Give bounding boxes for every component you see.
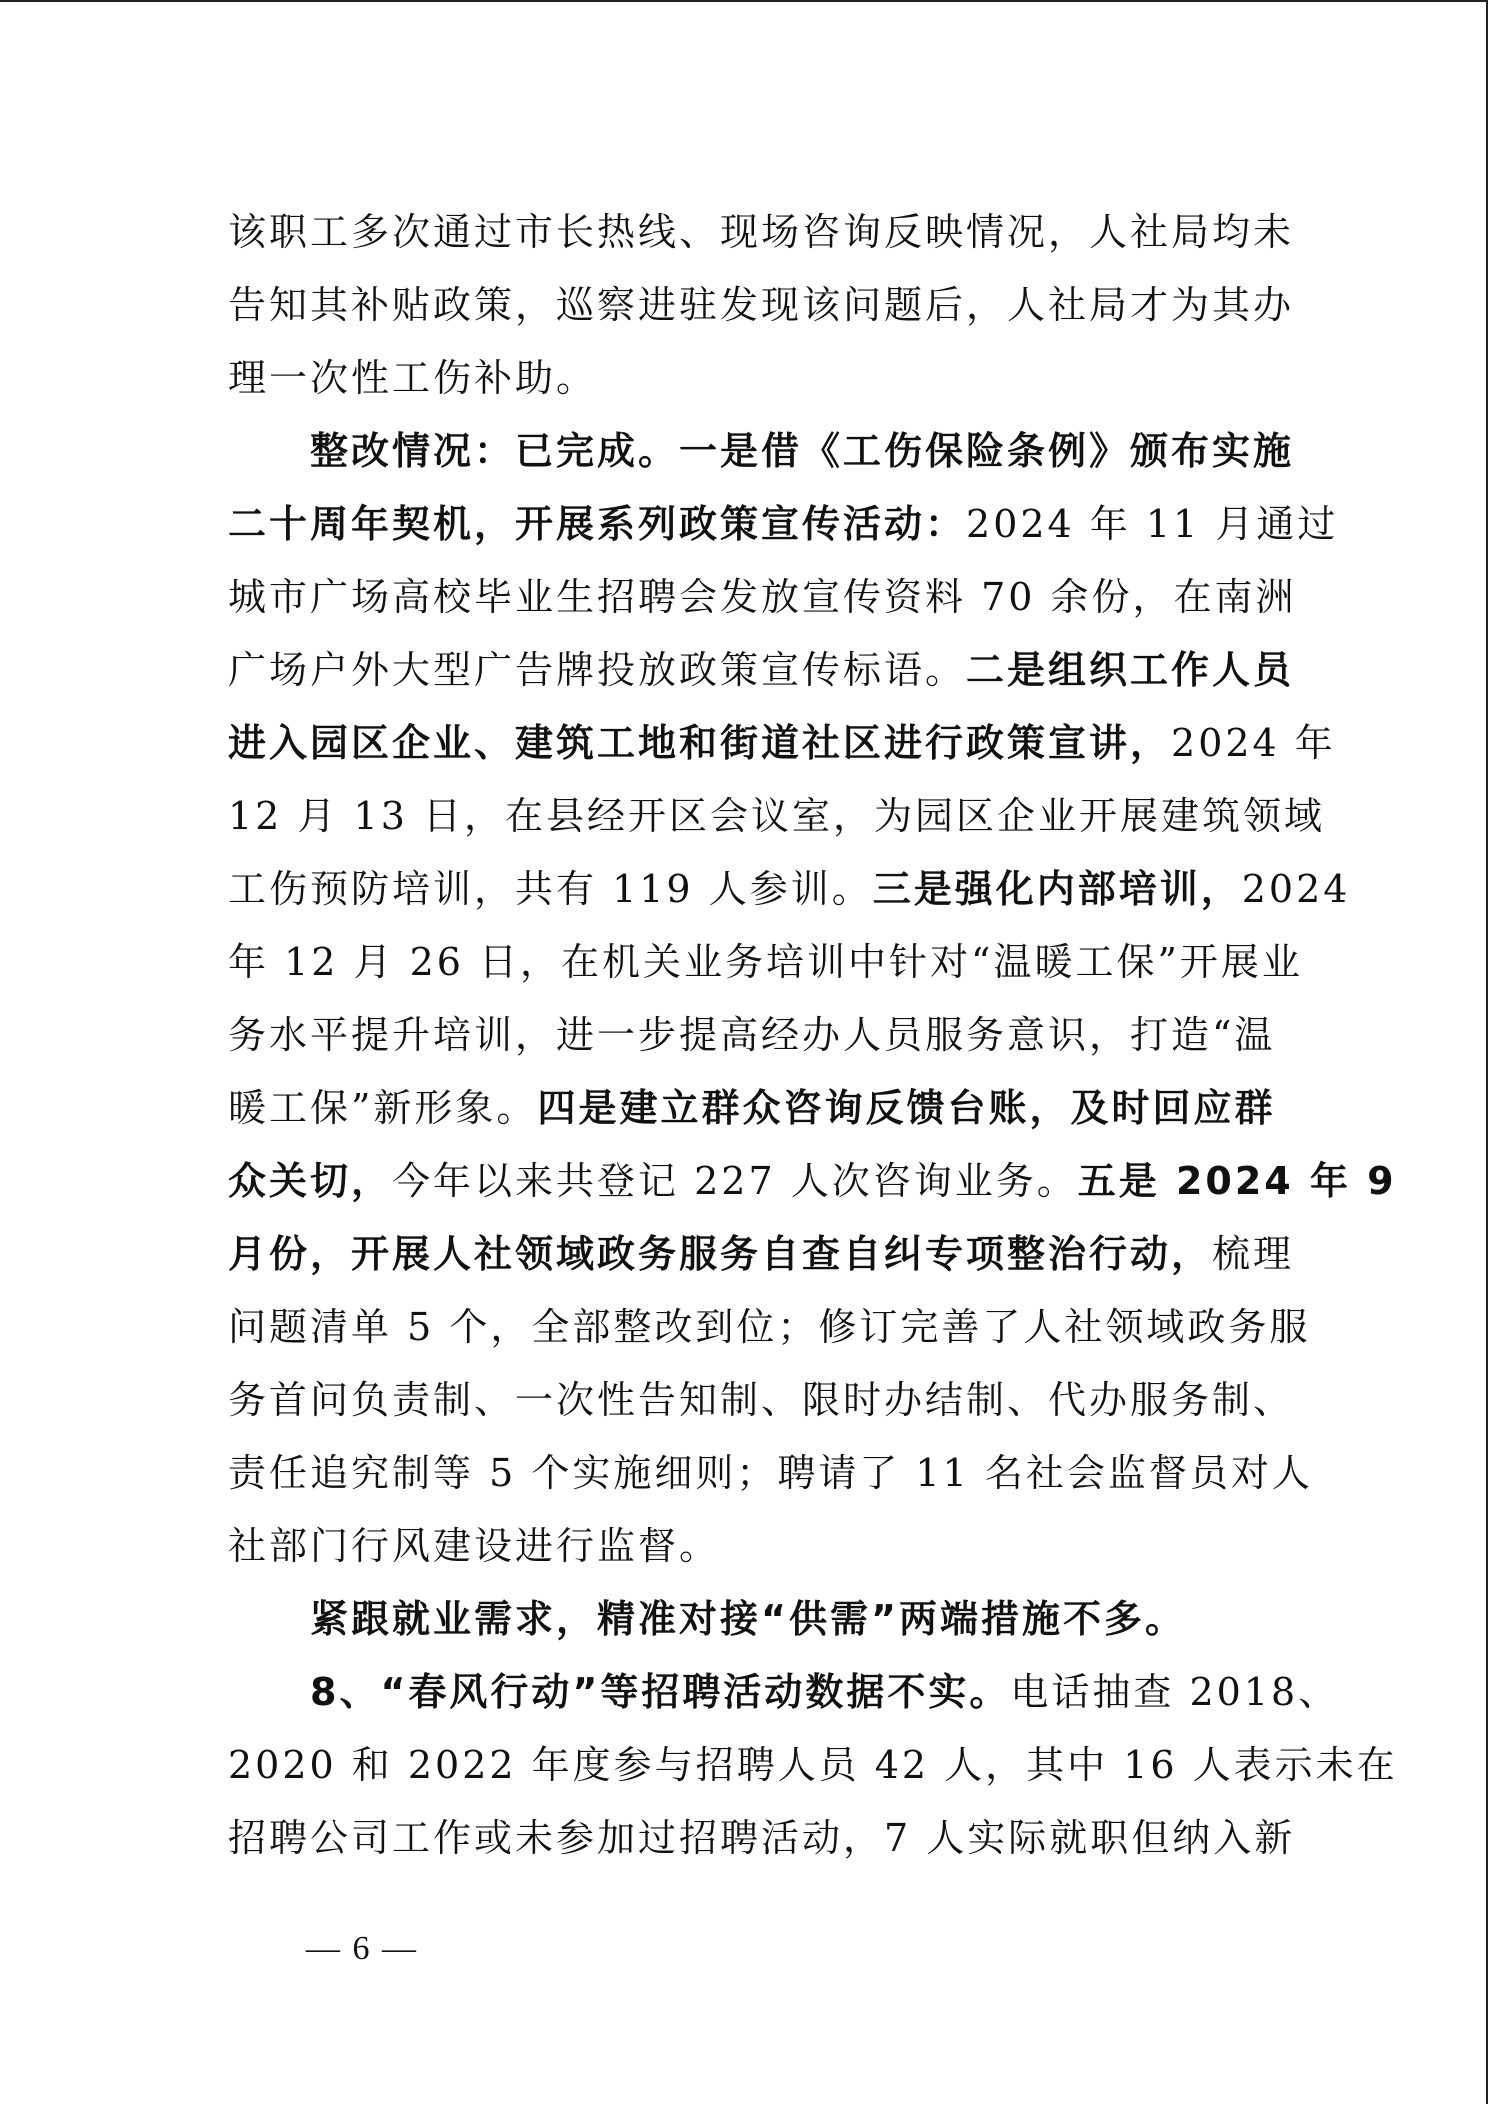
- text-line: 二十周年契机，开展系列政策宣传活动：2024 年 11 月通过: [228, 502, 1339, 546]
- text-line: 告知其补贴政策，巡察进驻发现该问题后，人社局才为其办: [228, 283, 1295, 327]
- text-line: 众关切，今年以来共登记 227 人次咨询业务。五是 2024 年 9: [228, 1159, 1397, 1203]
- text-line: 该职工多次通过市长热线、现场咨询反映情况，人社局均未: [228, 210, 1295, 254]
- text-line: 12 月 13 日，在县经开区会议室，为园区企业开展建筑领域: [228, 794, 1325, 838]
- text-line: 暖工保”新形象。四是建立群众咨询反馈台账，及时回应群: [228, 1086, 1276, 1130]
- text-line: 招聘公司工作或未参加过招聘活动，7 人实际就职但纳入新: [228, 1816, 1296, 1860]
- document-body: [228, 196, 1398, 1875]
- text-line: 月份，开展人社领域政务服务自查自纠专项整治行动，梳理: [228, 1232, 1295, 1276]
- text-line: 社部门行风建设进行监督。: [228, 1524, 721, 1568]
- page-border-top: [0, 0, 1488, 2]
- text-line: 城市广场高校毕业生招聘会发放宣传资料 70 余份，在南洲: [228, 575, 1297, 619]
- rectification-heading-line: 整改情况：已完成。一是借《工伤保险条例》颁布实施: [310, 429, 1295, 473]
- text-line: 工伤预防培训，共有 119 人参训。三是强化内部培训，2024: [228, 867, 1351, 911]
- text-line: 年 12 月 26 日，在机关业务培训中针对“温暖工保”开展业: [228, 940, 1303, 984]
- text-line: 2020 和 2022 年度参与招聘人员 42 人，其中 16 人表示未在: [228, 1743, 1398, 1787]
- text-line: 责任追究制等 5 个实施细则；聘请了 11 名社会监督员对人: [228, 1451, 1313, 1495]
- text-line: 务水平提升培训，进一步提高经办人员服务意识，打造“温: [228, 1013, 1276, 1057]
- text-line: 广场户外大型广告牌投放政策宣传标语。二是组织工作人员: [228, 648, 1295, 692]
- text-line: 理一次性工伤补助。: [228, 356, 598, 400]
- text-line: 务首问负责制、一次性告知制、限时办结制、代办服务制、: [228, 1378, 1295, 1422]
- text-line: 问题清单 5 个，全部整改到位；修订完善了人社领域政务服: [228, 1305, 1311, 1349]
- text-line: 进入园区企业、建筑工地和街道社区进行政策宣讲，2024 年: [228, 721, 1336, 765]
- page-number: — 6 —: [306, 1930, 418, 1967]
- issue-heading-line: 8、“春风行动”等招聘活动数据不实。电话抽查 2018、: [310, 1670, 1340, 1714]
- section-heading: 紧跟就业需求，精准对接“供需”两端措施不多。: [310, 1597, 1186, 1641]
